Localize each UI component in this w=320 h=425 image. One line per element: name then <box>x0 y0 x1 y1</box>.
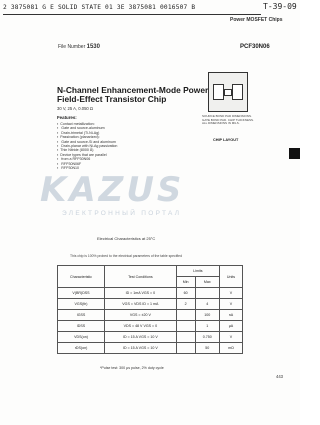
spec-table <box>57 265 243 354</box>
table-cell: 2 <box>176 299 195 310</box>
column-header: Units <box>219 266 242 288</box>
feature-item: ▪ Gate and source-aluminum <box>57 126 147 130</box>
table-cell: mΩ <box>219 343 242 354</box>
feature-item: ▪ Passivation (planarized): <box>57 135 147 139</box>
limits-header: Limits <box>176 266 219 277</box>
section-tab-marker <box>289 148 300 159</box>
table-row <box>58 299 243 310</box>
chip-layout-diagram <box>208 72 248 112</box>
header-rule <box>3 14 261 15</box>
table-row <box>58 310 243 321</box>
table-cell: ID = 15 A VGS = 10 V <box>105 343 177 354</box>
table-cell: rDS(on) <box>58 343 105 354</box>
table-cell: V <box>219 288 242 299</box>
table-cell: IGSS <box>58 310 105 321</box>
handwritten-code: T-39-09 <box>263 2 297 11</box>
table-cell: 100 <box>195 310 219 321</box>
table-cell: V <box>219 332 242 343</box>
feature-item: ▪ Gate and source-Si and aluminum <box>57 140 147 144</box>
table-cell: VDS = 48 V VGS = 0 <box>105 321 177 332</box>
feature-item: ▪ RFP30N10 <box>57 166 147 170</box>
part-number: PCF30N06 <box>240 44 270 50</box>
features-heading: Features: <box>57 115 77 120</box>
table-cell: μA <box>219 321 242 332</box>
file-number <box>58 44 100 50</box>
watermark-subtitle: ЭЛЕКТРОННЫЙ ПОРТАЛ <box>62 210 182 217</box>
table-cell: 60 <box>176 288 195 299</box>
table-cell: V(BR)DSS <box>58 288 105 299</box>
table-cell: 0.750 <box>195 332 219 343</box>
table-cell <box>176 343 195 354</box>
feature-item: ▪ RFP30N06F <box>57 162 147 166</box>
table-cell: VGS(th) <box>58 299 105 310</box>
table-cell <box>176 332 195 343</box>
table-row <box>58 288 243 299</box>
table-cell: VGS = ±20 V <box>105 310 177 321</box>
watermark <box>0 168 300 228</box>
table-cell: ID = 1mA VGS = 0 <box>105 288 177 299</box>
table-cell: VDS(on) <box>58 332 105 343</box>
page-number: 443 <box>276 374 283 379</box>
table-cell: IDSS <box>58 321 105 332</box>
table-cell: 1 <box>195 321 219 332</box>
feature-item: ▪ Device types that are parallel <box>57 153 147 157</box>
watermark-brand: KAZUS <box>40 170 185 210</box>
table-row <box>58 321 243 332</box>
feature-item: ▪ from a RFP30N06 <box>57 157 147 161</box>
table-cell: nA <box>219 310 242 321</box>
table-cell <box>176 310 195 321</box>
table-cell: ID = 15 A VGS = 10 V <box>105 332 177 343</box>
feature-item: ▪ Contact metallization: <box>57 122 147 126</box>
chip-caption: CHIP LAYOUT <box>213 138 239 142</box>
chip-notes: SOURCE BOND PAD DIMENSIONS. GATE BOND PAD. CHIP THICKNESS. ALL DIMENSIONS IN MILS. <box>202 114 254 126</box>
table-row <box>58 343 243 354</box>
header-code-line: 2 3875081 G E SOLID STATE 01 3E 3875081 0016507 B <box>3 4 196 11</box>
table-row <box>58 332 243 343</box>
series-label: Power MOSFET Chips <box>230 17 283 23</box>
table-cell: 4 <box>195 299 219 310</box>
gate-pad <box>224 89 232 96</box>
source-pad-left <box>213 84 224 100</box>
table-cell: 50 <box>195 343 219 354</box>
table-cell <box>176 321 195 332</box>
file-number-value: 1530 <box>86 44 100 50</box>
file-number-label: File Number <box>58 44 86 50</box>
column-header: Characteristic <box>58 266 105 288</box>
column-header: Min <box>176 277 195 288</box>
ratings: 30 V, 25 A, 0.050 Ω <box>57 106 94 111</box>
table-note: This chip is 100% probed to the electrical parameters of the table specified <box>70 254 182 258</box>
table-cell: VGS = VDS ID = 1 mA <box>105 299 177 310</box>
source-pad-right <box>232 84 243 100</box>
table-cell: V <box>219 299 242 310</box>
footnote: *Pulse test: 300 μs pulse, 2% duty cycle <box>100 366 164 370</box>
feature-item: ▪ Drain-trimetal (Ti-Ni-Ag) <box>57 131 147 135</box>
feature-item: ▪ Thin Nitride (8000 Å) <box>57 148 147 152</box>
page-title: N-Channel Enhancement-Mode Power Field-Effect Transistor Chip <box>57 85 209 104</box>
table-title: Electrical Characteristics at 25°C <box>97 236 156 241</box>
column-header: Test Conditions <box>105 266 177 288</box>
features-list <box>57 122 147 170</box>
column-header: Max <box>195 277 219 288</box>
table-cell <box>195 288 219 299</box>
feature-item: ▪ Drain-planar with Ni-Ag passivation <box>57 144 147 148</box>
